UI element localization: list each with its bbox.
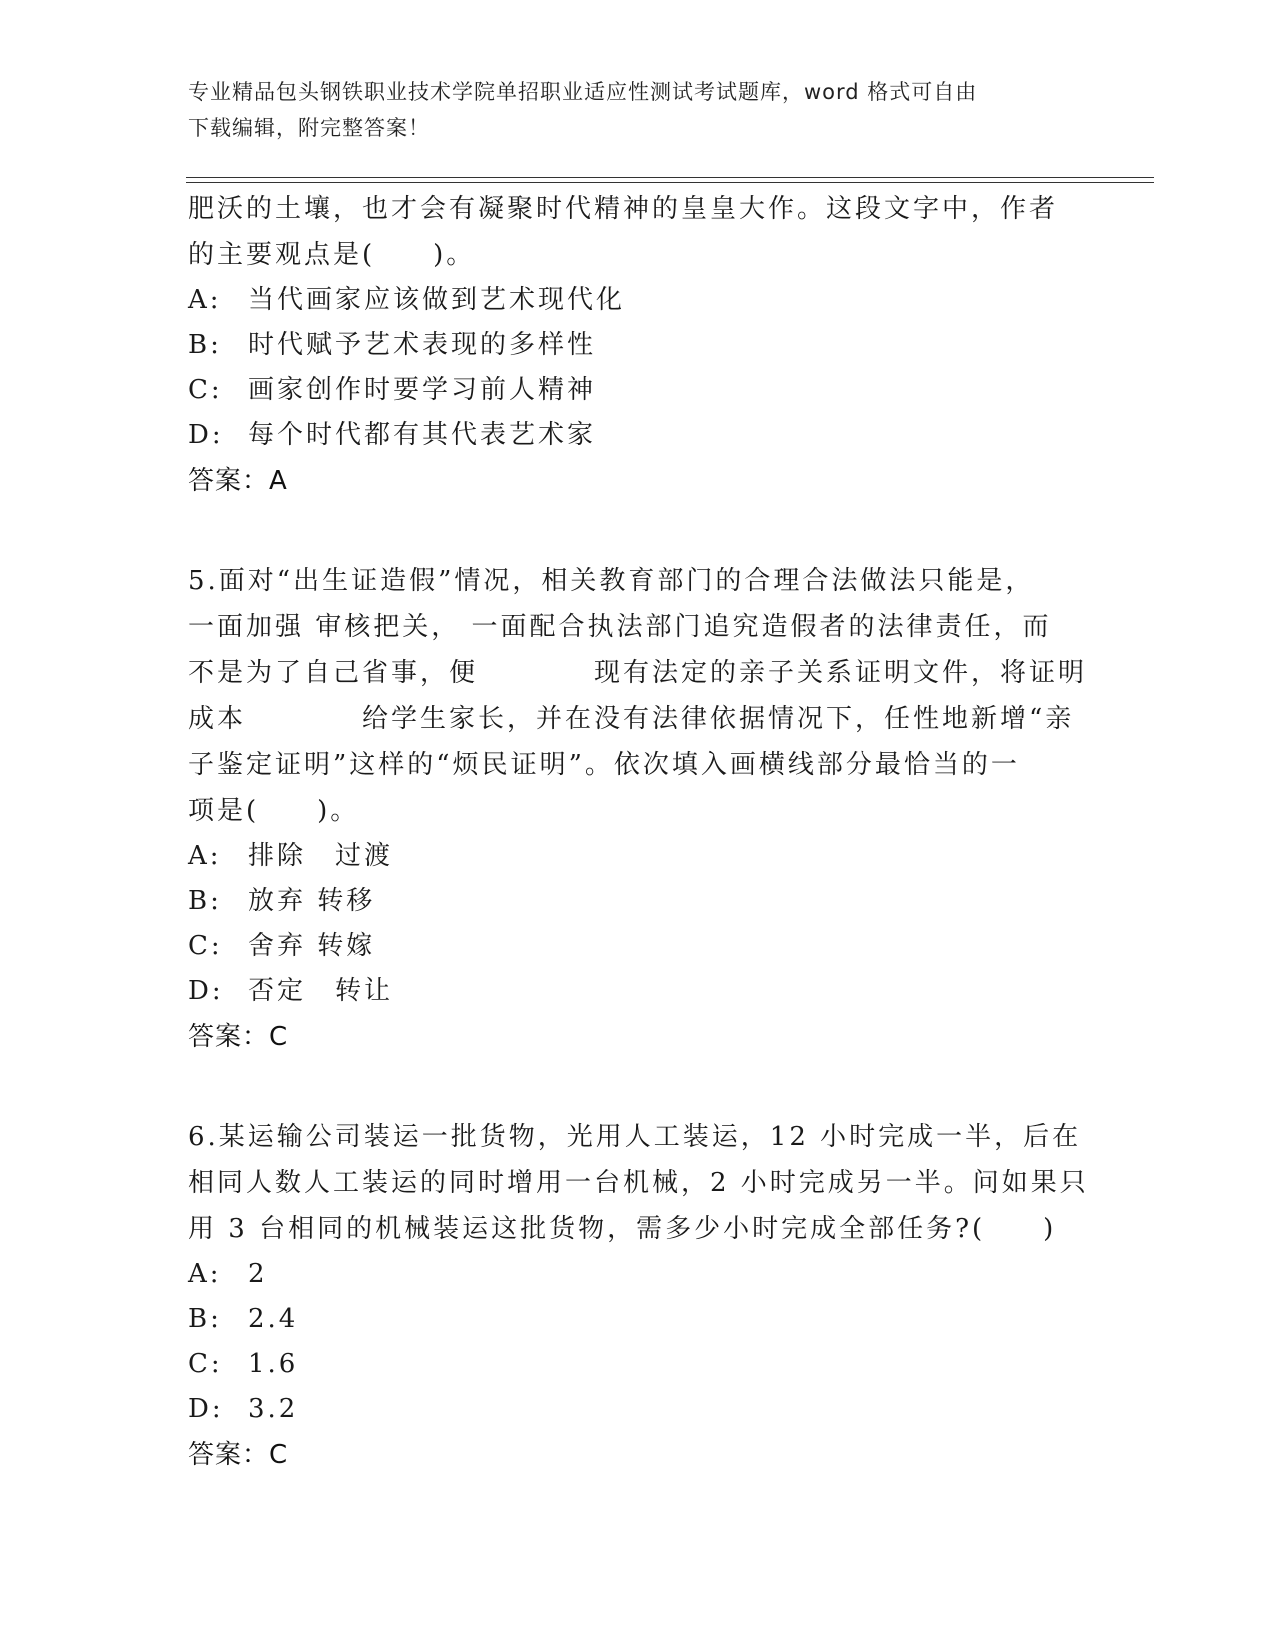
option-letter: B: <box>188 1304 222 1334</box>
question-text-line: 相同人数人工装运的同时增用一台机械，2 小时完成另一半。问如果只 <box>188 1168 1089 1198</box>
option-d <box>188 969 1088 1014</box>
option-letter: A: <box>188 1259 222 1289</box>
option-text: 1.6 <box>248 1349 299 1379</box>
header-line-1: 专业精品包头钢铁职业技术学院单招职业适应性测试考试题库，word 格式可自由 <box>188 80 978 104</box>
option-text: 2.4 <box>248 1304 299 1334</box>
option-text: 每个时代都有其代表艺术家 <box>248 420 597 450</box>
option-text: 排除 过渡 <box>248 841 394 871</box>
question-content <box>188 186 1088 1478</box>
option-c <box>188 924 1088 969</box>
option-letter: C: <box>188 1349 223 1379</box>
question-text-line: 项是( )。 <box>188 796 360 826</box>
option-a <box>188 278 1088 323</box>
option-letter: B: <box>188 330 222 360</box>
header-line-2: 下载编辑，附完整答案！ <box>188 116 430 140</box>
option-c <box>188 1342 1088 1387</box>
question-text-line: 6.某运输公司装运一批货物，光用人工装运，12 小时完成一半，后在 <box>188 1122 1082 1152</box>
option-letter: B: <box>188 886 222 916</box>
option-letter: A: <box>188 285 222 315</box>
option-d <box>188 1387 1088 1432</box>
option-text: 舍弃 转嫁 <box>248 931 376 961</box>
question-4 <box>188 186 1088 504</box>
page-header <box>188 74 1068 146</box>
option-a <box>188 834 1088 879</box>
header-rule-bottom <box>186 182 1154 183</box>
option-text: 画家创作时要学习前人精神 <box>248 375 597 405</box>
option-letter: C: <box>188 931 223 961</box>
question-text-line: 子鉴定证明”这样的“烦民证明”。依次填入画横线部分最恰当的一 <box>188 750 1020 780</box>
header-rule-top <box>186 177 1154 178</box>
question-text-line: 用 3 台相同的机械装运这批货物，需多少小时完成全部任务?( ) <box>188 1214 1057 1244</box>
option-b <box>188 879 1088 924</box>
question-text-line: 不是为了自己省事，便 现有法定的亲子关系证明文件，将证明 <box>188 658 1088 688</box>
option-b <box>188 323 1088 368</box>
option-text: 时代赋予艺术表现的多样性 <box>248 330 597 360</box>
option-letter: D: <box>188 420 224 450</box>
answer-label: 答案：A <box>188 466 288 496</box>
question-text-line: 成本 给学生家长，并在没有法律依据情况下，任性地新增“亲 <box>188 704 1075 734</box>
option-a <box>188 1252 1088 1297</box>
answer-label: 答案：C <box>188 1022 289 1052</box>
spacer <box>188 504 1088 558</box>
question-6 <box>188 1114 1088 1478</box>
question-5 <box>188 558 1088 1060</box>
answer-label: 答案：C <box>188 1440 289 1470</box>
question-text-line: 的主要观点是( )。 <box>188 240 476 270</box>
option-b <box>188 1297 1088 1342</box>
option-letter: D: <box>188 1394 224 1424</box>
option-text: 3.2 <box>248 1394 299 1424</box>
option-letter: D: <box>188 976 224 1006</box>
option-text: 否定 转让 <box>248 976 394 1006</box>
option-text: 2 <box>248 1259 268 1289</box>
option-c <box>188 368 1088 413</box>
spacer <box>188 1060 1088 1114</box>
option-letter: A: <box>188 841 222 871</box>
question-text-line: 肥沃的土壤，也才会有凝聚时代精神的皇皇大作。这段文字中，作者 <box>188 194 1059 224</box>
question-text-line: 5.面对“出生证造假”情况，相关教育部门的合理合法做法只能是， <box>188 566 1035 596</box>
option-d <box>188 413 1088 458</box>
option-text: 当代画家应该做到艺术现代化 <box>248 285 626 315</box>
question-text-line: 一面加强 审核把关， 一面配合执法部门追究造假者的法律责任，而 <box>188 612 1052 642</box>
option-letter: C: <box>188 375 223 405</box>
option-text: 放弃 转移 <box>248 886 376 916</box>
